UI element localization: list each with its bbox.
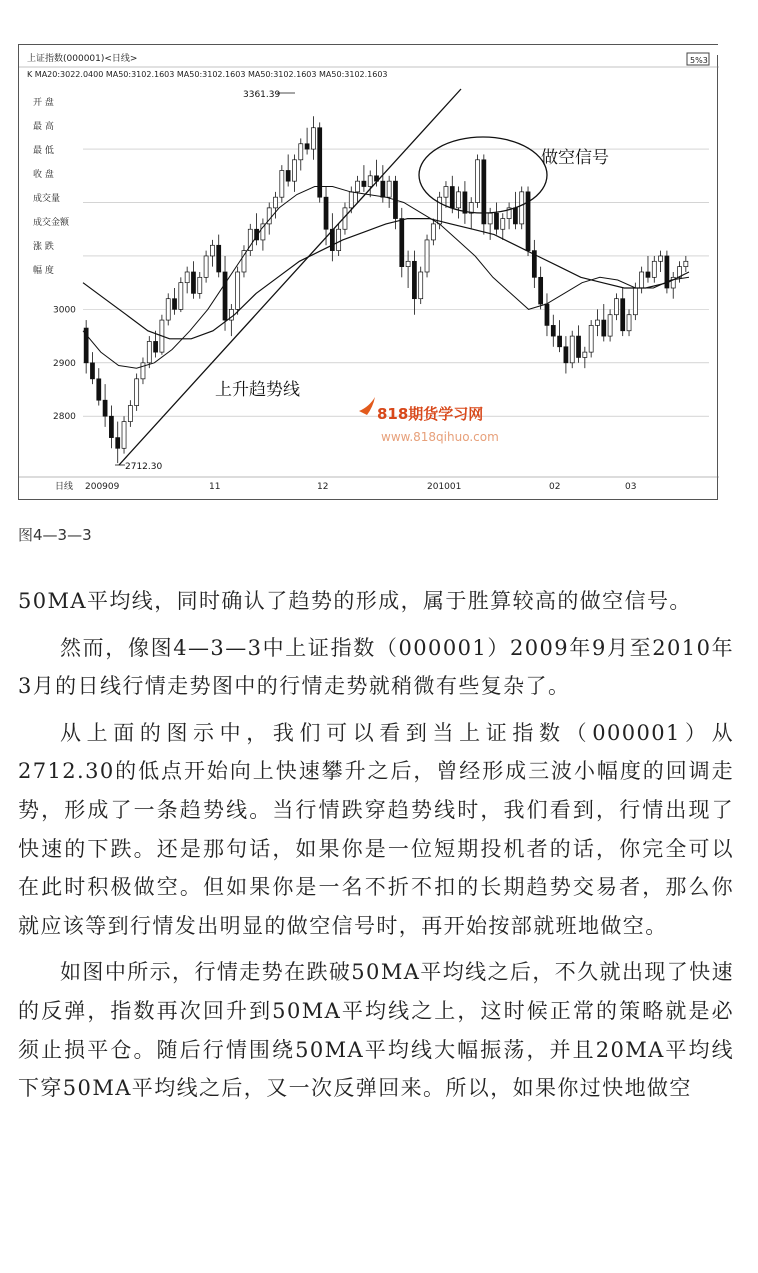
candle-body xyxy=(425,240,429,272)
candle-body xyxy=(406,261,410,266)
candle-body xyxy=(614,299,618,315)
candle-body xyxy=(457,192,461,208)
candle-body xyxy=(545,304,549,325)
candle-body xyxy=(368,176,372,187)
side-label: 成交金额 xyxy=(33,218,70,228)
candle-body xyxy=(280,170,284,197)
candle-body xyxy=(292,160,296,181)
x-tick-label: 201001 xyxy=(427,482,462,492)
candle-body xyxy=(135,379,139,406)
candle-body xyxy=(116,438,120,449)
candle-body xyxy=(551,325,555,336)
candle-body xyxy=(652,261,656,277)
chart-figure xyxy=(18,44,718,500)
candle-body xyxy=(640,272,644,288)
candle-body xyxy=(210,245,214,256)
candle-body xyxy=(166,299,170,320)
y-tick-label: 3000 xyxy=(53,305,76,316)
x-tick-label: 03 xyxy=(625,482,637,492)
candle-body xyxy=(659,256,663,261)
watermark-url: www.818qihuo.com xyxy=(381,430,499,444)
candle-body xyxy=(476,160,480,203)
candle-body xyxy=(513,208,517,224)
short-signal-label: 做空信号 xyxy=(541,148,609,168)
candle-body xyxy=(236,272,240,309)
x-tick-label: 12 xyxy=(317,482,329,492)
candle-body xyxy=(97,379,101,400)
paragraph: 然而，像图4—3—3中上证指数（000001）2009年9月至2010年3月的日线行情走势图中的行情走势就稍微有些复杂了。 xyxy=(18,635,734,699)
x-tick-label: 200909 xyxy=(85,482,120,492)
candle-body xyxy=(185,272,189,283)
x-axis xyxy=(55,480,636,492)
candle-body xyxy=(400,219,404,267)
candle-body xyxy=(419,272,423,299)
candle-body xyxy=(595,320,599,325)
candle-body xyxy=(103,400,107,416)
candle-body xyxy=(90,363,94,379)
candle-body xyxy=(141,363,145,379)
candle-body xyxy=(128,406,132,422)
candle-body xyxy=(299,144,303,160)
candle-body xyxy=(412,261,416,298)
ma-legend: K MA20:3022.0400 MA50:3102.1603 MA50:3102.1603 MA50:3102.1603 MA50:3102.1603 xyxy=(27,70,388,79)
candle-body xyxy=(324,197,328,229)
y-tick-label: 2900 xyxy=(53,358,76,369)
candle-body xyxy=(450,187,454,208)
candle-body xyxy=(633,288,637,315)
high-label: 3361.39 xyxy=(243,90,281,100)
candle-body xyxy=(191,272,195,293)
candle-body xyxy=(286,170,290,181)
chart-title: 上证指数(000001)<日线> xyxy=(27,54,138,64)
side-label-panel xyxy=(33,96,70,276)
candle-body xyxy=(387,181,391,197)
candle-body xyxy=(627,315,631,331)
moving-averages xyxy=(83,187,689,369)
candle-body xyxy=(223,272,227,320)
candle-body xyxy=(337,229,341,250)
candle-body xyxy=(463,192,467,213)
side-label: 幅 度 xyxy=(33,266,54,276)
candle-body xyxy=(577,336,581,357)
window-button-label: 5%3 xyxy=(690,56,708,65)
candle-body xyxy=(520,192,524,224)
candle-body xyxy=(431,224,435,240)
candle-body xyxy=(438,197,442,224)
candle-body xyxy=(482,160,486,224)
article-body xyxy=(18,582,734,1116)
candle-body xyxy=(274,197,278,208)
candle-body xyxy=(356,181,360,192)
candle-body xyxy=(109,416,113,437)
candle-body xyxy=(589,325,593,352)
side-label: 开 盘 xyxy=(33,98,54,108)
side-label: 成交量 xyxy=(33,194,61,204)
candle-body xyxy=(646,272,650,277)
candle-body xyxy=(564,347,568,363)
candle-body xyxy=(608,315,612,336)
candle-body xyxy=(179,283,183,310)
candle-body xyxy=(349,192,353,208)
watermark-logo-icon xyxy=(359,397,375,415)
candle-body xyxy=(217,245,221,272)
paragraph: 从上面的图示中，我们可以看到当上证指数（000001）从2712.30的低点开始向上快速攀升之后，曾经形成三波小幅度的回调走势，形成了一条趋势线。当行情跌穿趋势线时，我们看到，行情出现了快速的下跌。还是那句话，如果你是一位短期投机者的话，你完全可以在此时积极做空。但如果你是一名不折不扣的长期趋势交易者，那么你就应该等到行情发出明显的做空信号时，再开始按部就班地做空。 xyxy=(18,720,734,938)
watermark-title: 818期货学习网 xyxy=(377,405,484,423)
low-label: 2712.30 xyxy=(125,462,163,472)
candle-body xyxy=(570,336,574,363)
candle-body xyxy=(602,320,606,336)
watermark xyxy=(359,397,499,444)
candlestick-chart xyxy=(19,45,719,501)
candle-body xyxy=(501,219,505,230)
candle-body xyxy=(154,341,158,352)
candle-body xyxy=(173,299,177,310)
candle-body xyxy=(122,422,126,449)
candle-body xyxy=(305,144,309,149)
candle-body xyxy=(381,181,385,197)
candle-body xyxy=(494,213,498,229)
paragraph: 如图中所示，行情走势在跌破50MA平均线之后，不久就出现了快速的反弹，指数再次回升到50MA平均线之上，这时候正常的策略就是必须止损平仓。随后行情围绕50MA平均线大幅振荡，并且20MA平均线下穿50MA平均线之后，又一次反弹回来。所以，如果你过快地做空 xyxy=(18,960,734,1101)
candle-body xyxy=(261,224,265,240)
x-tick-label: 02 xyxy=(549,482,561,492)
ma20-line xyxy=(83,187,689,369)
candle-body xyxy=(444,187,448,198)
x-tick-label: 11 xyxy=(209,482,221,492)
candle-body xyxy=(621,299,625,331)
candle-body xyxy=(204,256,208,277)
candle-body xyxy=(684,261,688,266)
side-label: 涨 跌 xyxy=(33,242,54,252)
candle-body xyxy=(147,341,151,362)
side-label: 最 高 xyxy=(33,122,54,132)
side-label: 最 低 xyxy=(33,146,54,156)
candle-body xyxy=(488,213,492,224)
candle-body xyxy=(362,181,366,186)
y-tick-label: 2800 xyxy=(53,412,76,423)
candle-body xyxy=(198,277,202,293)
trendline-label: 上升趋势线 xyxy=(215,380,300,400)
paragraph: 50MA平均线，同时确认了趋势的形成，属于胜算较高的做空信号。 xyxy=(18,589,692,613)
candle-body xyxy=(583,352,587,357)
x-tick-label: 日线 xyxy=(55,482,74,492)
figure-caption: 图4—3—3 xyxy=(18,526,92,544)
candle-body xyxy=(558,336,562,347)
side-label: 收 盘 xyxy=(33,170,54,180)
candle-body xyxy=(539,277,543,304)
candle-body xyxy=(311,128,315,149)
